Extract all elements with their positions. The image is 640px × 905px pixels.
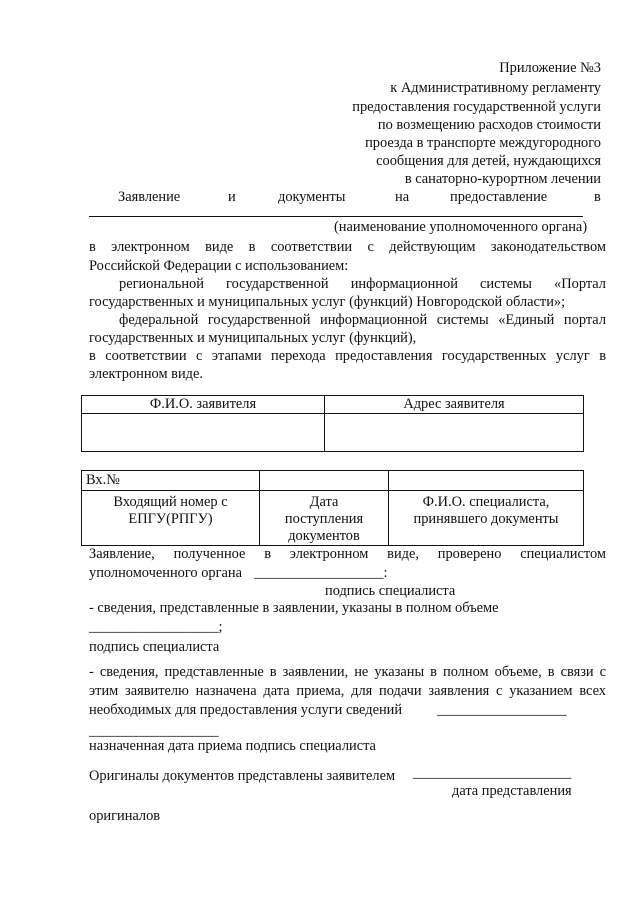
header-line: проезда в транспорте междугородного	[365, 135, 601, 151]
epgu-number-header: Входящий номер с ЕПГУ(РПГУ)	[82, 491, 260, 546]
specialist-name-header: Ф.И.О. специалиста, принявшего документы	[389, 491, 584, 546]
header-line: сообщения для детей, нуждающихся	[376, 153, 601, 169]
statement-word: в	[594, 189, 601, 205]
header-line: к Административному регламенту	[390, 80, 601, 96]
paragraph-line: государственных и муниципальных услуг (функций),	[89, 330, 417, 346]
paragraph-line: в электронном виде в соответствии с действующим законодательством	[89, 239, 606, 255]
signature-caption: подпись специалиста	[325, 583, 456, 599]
applicant-address-header: Адрес заявителя	[325, 396, 584, 414]
appendix-title: Приложение №3	[499, 60, 601, 76]
paragraph-line: Российской Федерации с использованием:	[89, 258, 349, 274]
originals-word: оригиналов	[89, 808, 161, 824]
signature-caption: подпись специалиста	[89, 639, 220, 655]
full-info-signature-blank[interactable]: __________________;	[89, 619, 223, 635]
statement-word: и	[228, 189, 236, 205]
appointment-date-blank[interactable]: __________________	[437, 702, 567, 718]
statement-word: Заявление	[118, 189, 181, 205]
statement-word: предоставление	[450, 189, 548, 205]
org-name-line	[89, 216, 583, 217]
header-line: в санаторно-курортном лечении	[404, 171, 601, 187]
statement-word: документы	[278, 189, 346, 205]
verified-line: Заявление, полученное в электронном виде, проверено специалистом	[89, 546, 606, 562]
appointment-caption: назначенная дата приема подпись специалиста	[89, 738, 376, 754]
incoming-number-label: Вх.№	[82, 471, 260, 491]
intake-table	[81, 470, 584, 546]
verified-line: уполномоченного органа	[89, 565, 242, 581]
paragraph-line: федеральной государственной информационной системы «Единый портал	[119, 312, 606, 328]
header-line: предоставления государственной услуги	[352, 99, 601, 115]
statement-word: на	[395, 189, 410, 205]
originals-date-caption: дата представления	[452, 783, 572, 799]
originals-line: Оригиналы документов представлены заявителем	[89, 768, 396, 784]
paragraph-line: государственных и муниципальных услуг (функций) Новгородской области»;	[89, 294, 566, 310]
applicant-table	[81, 395, 584, 452]
receipt-date-header: Дата поступления документов	[260, 491, 389, 546]
applicant-name-cell[interactable]	[82, 414, 325, 452]
partial-info-line: этим заявителю назначена дата приема, для подачи заявления с указанием всех	[89, 683, 606, 699]
header-line: по возмещению расходов стоимости	[377, 117, 601, 133]
paragraph-line: электронном виде.	[89, 366, 203, 382]
org-caption: (наименование уполномоченного органа)	[334, 219, 588, 235]
intake-empty-cell[interactable]	[260, 471, 389, 491]
appointment-signature-blank[interactable]: __________________	[89, 723, 219, 739]
full-info-line: - сведения, представленные в заявлении, указаны в полном объеме	[89, 600, 499, 616]
verified-signature-blank[interactable]: __________________:	[254, 565, 388, 581]
paragraph-line: в соответствии с этапами перехода предоставления государственных услуг в	[89, 348, 606, 364]
applicant-name-header: Ф.И.О. заявителя	[82, 396, 325, 414]
applicant-address-cell[interactable]	[325, 414, 584, 452]
originals-date-blank[interactable]: ______________________	[413, 765, 572, 781]
partial-info-line: - сведения, представленные в заявлении, не указаны в полном объеме, в связи с	[89, 664, 606, 680]
paragraph-line: региональной государственной информационной системы «Портал	[119, 276, 606, 292]
intake-empty-cell[interactable]	[389, 471, 584, 491]
partial-info-line: необходимых для предоставления услуги сведений	[89, 702, 403, 718]
